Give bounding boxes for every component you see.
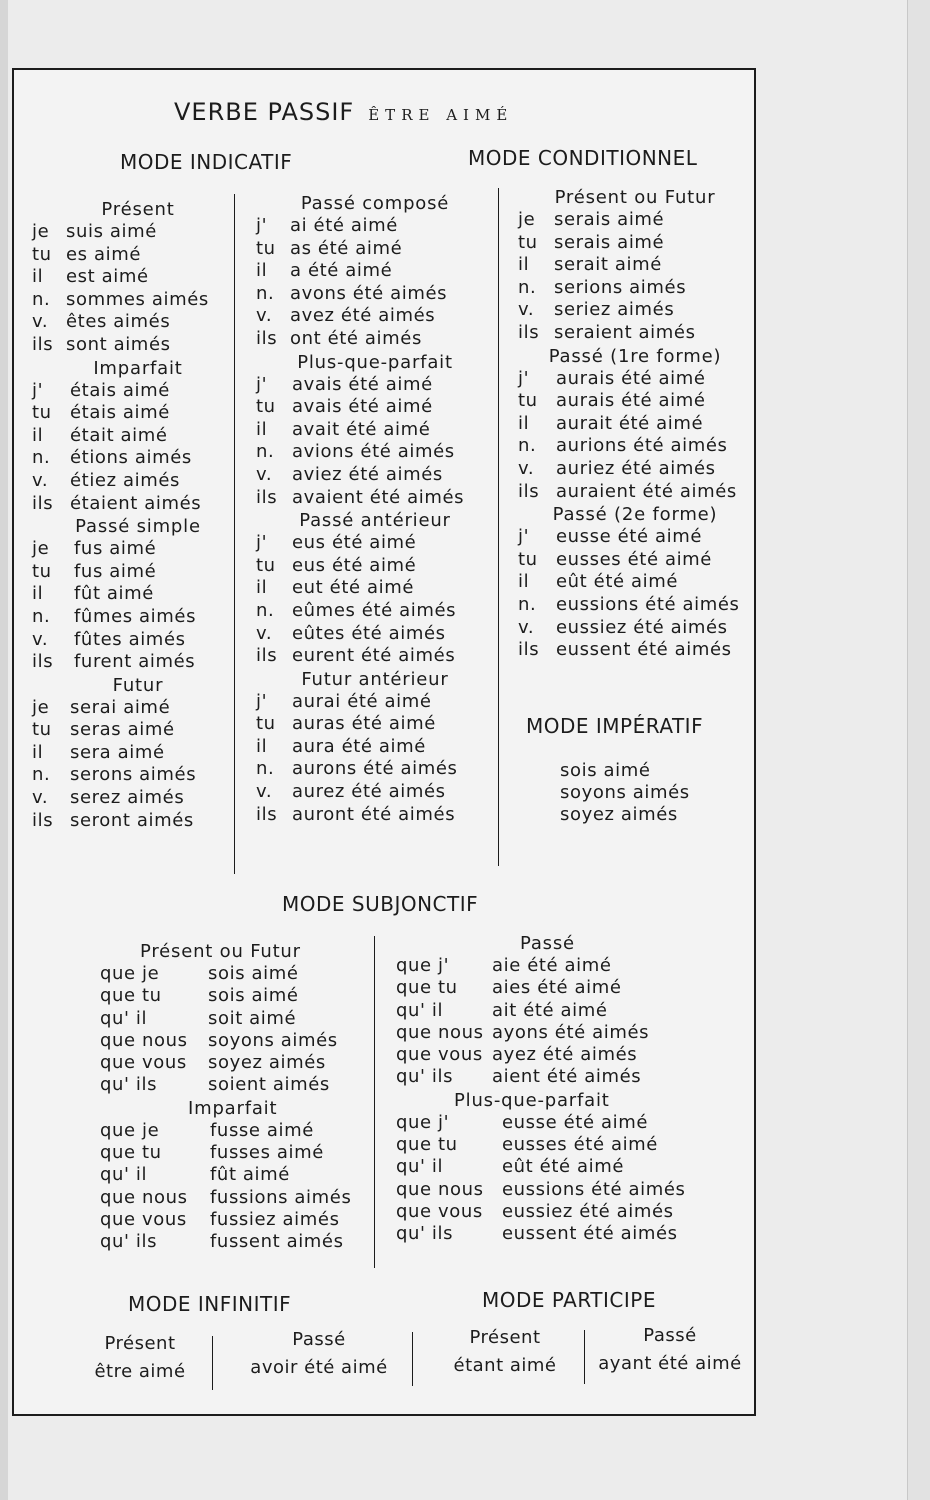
conjugation-row: v. auriez été aimés xyxy=(518,457,716,479)
conjugation-row: tu eus été aimé xyxy=(256,554,417,576)
conjugation-row: il eût été aimé xyxy=(518,571,679,593)
tense-heading: Passé antérieur xyxy=(299,510,451,532)
conjugation-row: il aura été aimé xyxy=(256,735,426,757)
conjugation-row: que vous eussiez été aimés xyxy=(396,1200,674,1222)
conjugation-frame xyxy=(12,68,756,1416)
tense-heading: Plus-que-parfait xyxy=(297,351,453,373)
imperatif-row: sois aimé xyxy=(560,760,651,781)
conjugation-row: tu seras aimé xyxy=(32,719,175,741)
conditionnel-tenses xyxy=(518,186,752,662)
tense-heading: Futur antérieur xyxy=(301,668,449,690)
column-divider xyxy=(584,1330,585,1384)
conjugation-row: n. avons été aimés xyxy=(256,282,448,304)
conjugation-row: n. fûmes aimés xyxy=(32,605,197,627)
conjugation-row: qu' ils fussent aimés xyxy=(100,1231,344,1253)
conjugation-row: j' eus été aimé xyxy=(256,532,417,554)
conjugation-row: que nous fussions aimés xyxy=(100,1186,352,1208)
conjugation-row: je serai aimé xyxy=(32,696,171,718)
conjugation-row: que tu sois aimé xyxy=(100,985,299,1007)
conjugation-row: il eut été aimé xyxy=(256,577,415,599)
conjugation-row: je serais aimé xyxy=(518,209,665,230)
mode-imperatif-heading: MODE IMPÉRATIF xyxy=(526,714,704,738)
conjugation-row: que vous ayez été aimés xyxy=(396,1044,638,1066)
tense-heading: Passé (1re forme) xyxy=(548,345,722,367)
conjugation-row: que je sois aimé xyxy=(100,963,299,984)
mode-subjonctif-heading: MODE SUBJONCTIF xyxy=(282,892,479,916)
conjugation-row: ils étaient aimés xyxy=(32,492,202,514)
tense-heading: Imparfait xyxy=(188,1097,278,1119)
tense-heading: Passé simple xyxy=(75,516,201,538)
conjugation-row: j' ai été aimé xyxy=(256,215,398,236)
tense-heading: Passé xyxy=(520,933,575,954)
conjugation-row: que nous ayons été aimés xyxy=(396,1021,650,1043)
page-right-edge xyxy=(907,0,930,1500)
conjugation-row: que tu aies été aimé xyxy=(396,977,622,999)
conjugation-row: v. êtes aimés xyxy=(32,311,171,333)
column-divider xyxy=(374,936,375,1268)
infinitif-passe xyxy=(222,1326,416,1382)
page-title xyxy=(174,98,513,126)
conjugation-row: qu' ils aient été aimés xyxy=(396,1066,642,1088)
conjugation-row: j' aurais été aimé xyxy=(518,367,706,389)
column-divider xyxy=(412,1332,413,1386)
conjugation-row: ils avaient été aimés xyxy=(256,486,465,508)
conjugation-row: qu' il fût aimé xyxy=(100,1164,290,1186)
conjugation-row: n. avions été aimés xyxy=(256,441,455,463)
column-divider xyxy=(234,194,235,874)
conjugation-row: v. seriez aimés xyxy=(518,299,675,321)
tense-heading: Présent ou Futur xyxy=(554,187,716,208)
subjonctif-right-tenses xyxy=(396,932,736,1246)
conjugation-row: il a été aimé xyxy=(256,260,393,282)
tense-heading: Passé composé xyxy=(300,193,450,214)
conjugation-row: n. sommes aimés xyxy=(32,288,209,310)
conjugation-row: tu es aimé xyxy=(32,243,142,265)
conjugation-row: tu serais aimé xyxy=(518,231,665,253)
conjugation-row: il était aimé xyxy=(32,424,168,446)
conjugation-row: tu aurais été aimé xyxy=(518,390,706,412)
conjugation-row: qu' il soit aimé xyxy=(100,1007,297,1029)
title-main: VERBE PASSIF xyxy=(174,98,355,126)
tense-heading: Présent xyxy=(101,199,175,220)
title-verb: ÊTRE AIMÉ xyxy=(368,106,514,124)
conjugation-row: il aurait été aimé xyxy=(518,412,704,434)
indicatif-simple-tenses xyxy=(32,198,244,832)
conjugation-row: ils ont été aimés xyxy=(256,327,422,349)
conjugation-row: je suis aimé xyxy=(32,221,157,242)
conjugation-row: il avait été aimé xyxy=(256,418,431,440)
conjugation-row: ils seraient aimés xyxy=(518,321,696,343)
conjugation-row: j' aurai été aimé xyxy=(256,690,432,712)
conjugation-row: qu' ils eussent été aimés xyxy=(396,1223,678,1245)
conjugation-row: tu fus aimé xyxy=(32,560,157,582)
tense-heading: Plus-que-parfait xyxy=(454,1089,610,1111)
conjugation-row: n. serons aimés xyxy=(32,764,197,786)
page-left-shadow xyxy=(0,0,8,1500)
imperatif-row: soyons aimés xyxy=(560,782,690,803)
conjugation-row: que j' aie été aimé xyxy=(396,955,612,976)
conjugation-row: tu as été aimé xyxy=(256,237,403,259)
conjugation-row: que nous eussions été aimés xyxy=(396,1178,686,1200)
conjugation-row: v. aviez été aimés xyxy=(256,463,443,485)
participe-present xyxy=(424,1324,586,1380)
conjugation-row: il serait aimé xyxy=(518,254,662,276)
conjugation-row: tu eusses été aimé xyxy=(518,548,712,570)
tense-heading: Passé (2e forme) xyxy=(552,504,718,526)
conjugation-row: que j' eusse été aimé xyxy=(396,1111,649,1133)
conjugation-row: v. avez été aimés xyxy=(256,305,436,327)
infinitif-passe-value: avoir été aimé xyxy=(250,1357,388,1378)
imperatif-forms xyxy=(560,760,690,826)
conjugation-row: il est aimé xyxy=(32,266,149,288)
conjugation-row: ils eurent été aimés xyxy=(256,645,456,667)
conjugation-row: ils eussent été aimés xyxy=(518,639,732,661)
participe-present-label: Présent xyxy=(469,1327,541,1348)
conjugation-row: v. étiez aimés xyxy=(32,469,180,491)
conjugation-row: n. aurions été aimés xyxy=(518,435,728,457)
mode-indicatif-heading: MODE INDICATIF xyxy=(120,150,293,174)
mode-conditionnel-heading: MODE CONDITIONNEL xyxy=(468,146,698,170)
conjugation-row: que vous soyez aimés xyxy=(100,1052,326,1074)
conjugation-row: qu' il ait été aimé xyxy=(396,999,608,1021)
conjugation-row: tu auras été aimé xyxy=(256,713,436,735)
column-divider xyxy=(212,1336,213,1390)
conjugation-row: que tu eusses été aimé xyxy=(396,1134,658,1156)
conjugation-row: ils auront été aimés xyxy=(256,803,456,825)
subjonctif-left-tenses xyxy=(100,940,370,1254)
conjugation-row: j' eusse été aimé xyxy=(518,526,703,548)
infinitif-present xyxy=(62,1330,218,1386)
conjugation-row: que nous soyons aimés xyxy=(100,1029,338,1051)
conjugation-row: que tu fusses aimé xyxy=(100,1142,324,1164)
conjugation-row: ils sont aimés xyxy=(32,333,171,355)
conjugation-row: je fus aimé xyxy=(32,538,157,560)
infinitif-passe-label: Passé xyxy=(292,1329,346,1350)
conjugation-row: que vous fussiez aimés xyxy=(100,1208,340,1230)
conjugation-row: v. serez aimés xyxy=(32,787,185,809)
conjugation-row: v. eussiez été aimés xyxy=(518,616,728,638)
conjugation-row: ils seront aimés xyxy=(32,809,194,831)
imperatif-row: soyez aimés xyxy=(560,804,678,825)
conjugation-row: ils auraient été aimés xyxy=(518,480,737,502)
conjugation-row: tu avais été aimé xyxy=(256,396,433,418)
participe-passe-label: Passé xyxy=(643,1325,697,1346)
participe-present-value: étant aimé xyxy=(453,1355,557,1376)
indicatif-compound-tenses xyxy=(256,192,494,826)
conjugation-row: il sera aimé xyxy=(32,741,165,763)
conjugation-row: j' étais aimé xyxy=(32,379,170,401)
conjugation-row: n. aurons été aimés xyxy=(256,758,458,780)
mode-infinitif-heading: MODE INFINITIF xyxy=(128,1292,292,1316)
column-divider xyxy=(498,188,499,866)
tense-heading: Futur xyxy=(112,674,164,696)
infinitif-present-value: être aimé xyxy=(94,1361,186,1382)
conjugation-row: il fût aimé xyxy=(32,583,154,605)
conjugation-row: j' avais été aimé xyxy=(256,373,433,395)
conjugation-row: qu' ils soient aimés xyxy=(100,1074,330,1096)
tense-heading: Présent ou Futur xyxy=(140,941,301,962)
tense-heading: Imparfait xyxy=(93,357,183,379)
conjugation-row: n. étions aimés xyxy=(32,447,192,469)
conjugation-row: n. eûmes été aimés xyxy=(256,599,457,621)
participe-passe xyxy=(588,1322,752,1378)
conjugation-row: v. aurez été aimés xyxy=(256,781,446,803)
conjugation-row: v. eûtes été aimés xyxy=(256,622,446,644)
mode-participe-heading: MODE PARTICIPE xyxy=(482,1288,656,1312)
conjugation-row: n. eussions été aimés xyxy=(518,593,740,615)
infinitif-present-label: Présent xyxy=(104,1333,176,1354)
conjugation-row: que je fusse aimé xyxy=(100,1119,314,1141)
participe-passe-value: ayant été aimé xyxy=(598,1353,742,1374)
conjugation-row: tu étais aimé xyxy=(32,402,170,424)
conjugation-row: qu' il eût été aimé xyxy=(396,1156,625,1178)
conjugation-row: n. serions aimés xyxy=(518,276,687,298)
conjugation-row: ils furent aimés xyxy=(32,651,196,673)
conjugation-row: v. fûtes aimés xyxy=(32,628,186,650)
